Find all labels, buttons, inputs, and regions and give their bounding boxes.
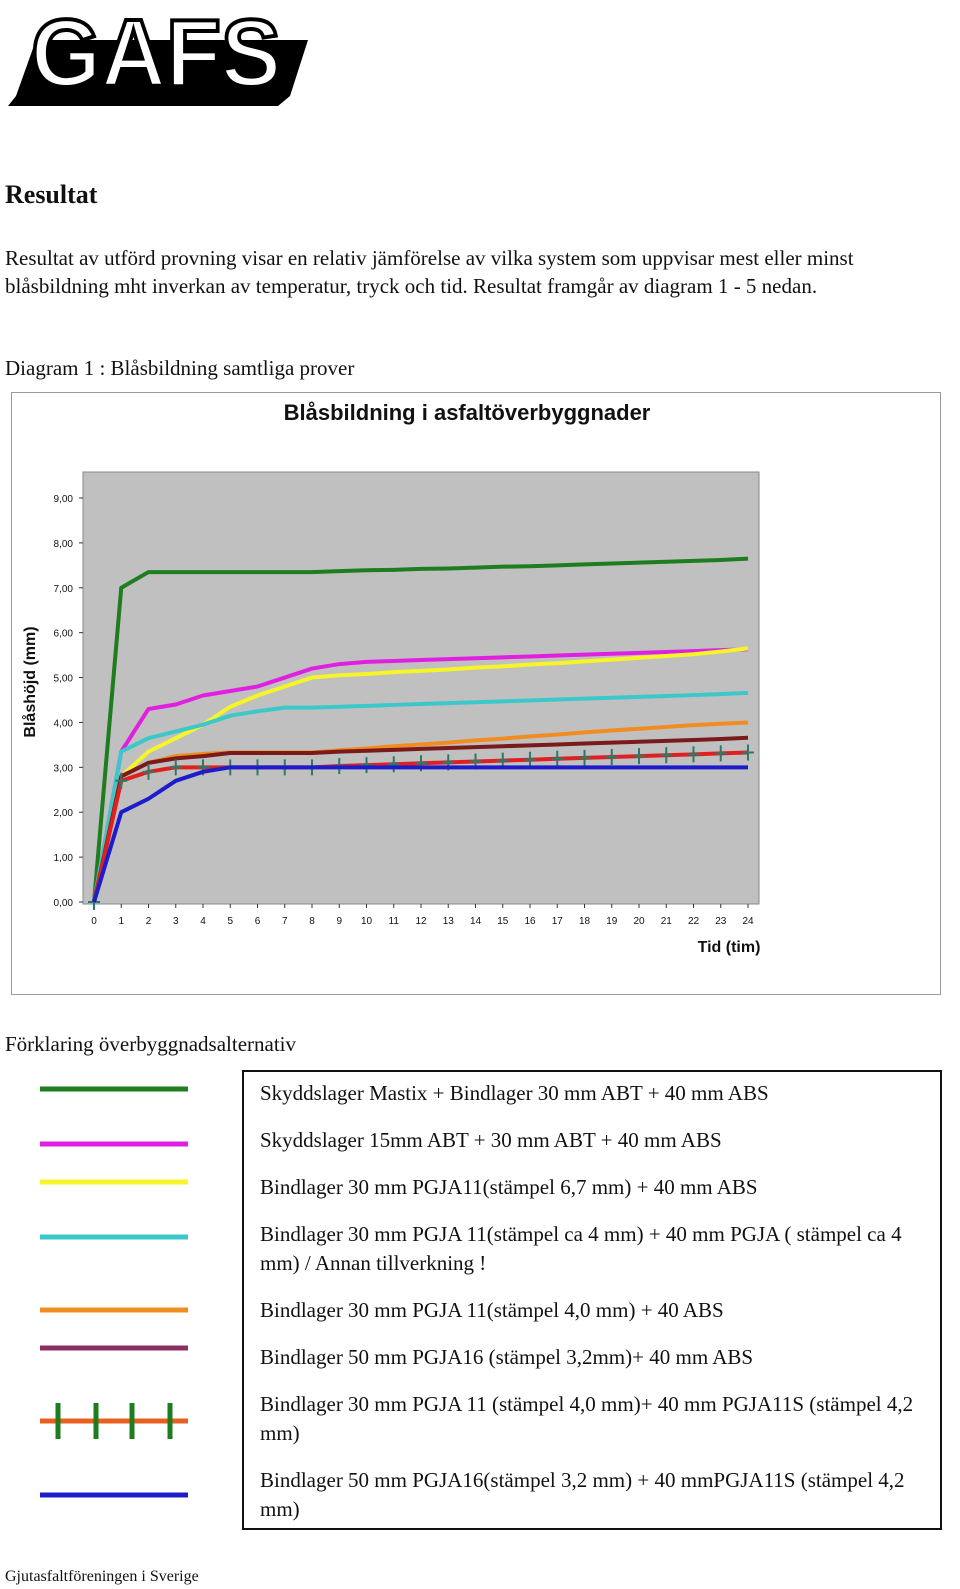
y-tick-label: 1,00	[53, 853, 73, 865]
y-tick-label: 9,00	[53, 494, 73, 505]
legend-item-6: Bindlager 50 mm PGJA16 (stämpel 3,2mm)+ 40 mm ABS	[260, 1345, 754, 1369]
gafs-logo	[8, 0, 308, 112]
legend-item-2: Skyddslager 15mm ABT + 30 mm ABT + 40 mm ABS	[260, 1128, 722, 1152]
chart-svg	[11, 392, 941, 996]
y-tick-label: 8,00	[53, 538, 73, 550]
x-tick-label: 19	[606, 916, 618, 927]
plot-area	[83, 472, 759, 904]
x-tick-label: 3	[172, 916, 179, 927]
x-tick-label: 24	[742, 916, 754, 927]
x-tick-label: 18	[578, 916, 591, 927]
y-axis-label: Blåshöjd (mm)	[22, 626, 39, 738]
y-tick-label: 7,00	[53, 583, 73, 595]
x-tick-label: 20	[633, 916, 645, 927]
x-tick-label: 9	[336, 916, 343, 927]
chart-title: Blåsbildning i asfaltöverbyggnader	[283, 400, 651, 425]
legend-caption: Förklaring överbyggnadsalternativ	[5, 1032, 297, 1056]
legend-item-4: Bindlager 30 mm PGJA 11(stämpel ca 4 mm) + 40 mm PGJA ( stämpel ca 4 mm) / Annan tillverkning !	[260, 1222, 902, 1275]
legend-box	[242, 1070, 942, 1530]
x-tick-label: 23	[715, 916, 727, 927]
x-tick-label: 10	[360, 916, 373, 927]
x-tick-label: 14	[469, 916, 482, 927]
x-tick-label: 13	[442, 916, 454, 927]
x-tick-label: 12	[415, 916, 427, 927]
x-axis-label: Tid (tim)	[697, 939, 761, 956]
legend-item-3: Bindlager 30 mm PGJA11(stämpel 6,7 mm) + 40 mm ABS	[260, 1175, 758, 1199]
footer-text: Gjutasfaltföreningen i Sverige	[5, 1568, 199, 1585]
y-tick-label: 0,00	[53, 898, 73, 909]
legend-item-5: Bindlager 30 mm PGJA 11(stämpel 4,0 mm) + 40 ABS	[260, 1298, 724, 1322]
x-tick-label: 22	[687, 916, 700, 927]
y-tick-label: 5,00	[53, 673, 73, 685]
legend-item-7: Bindlager 30 mm PGJA 11 (stämpel 4,0 mm)+ 40 mm PGJA11S (stämpel 4,2 mm)	[260, 1392, 914, 1445]
x-tick-label: 1	[118, 916, 125, 927]
legend-item-1: Skyddslager Mastix + Bindlager 30 mm ABT + 40 mm ABS	[260, 1081, 769, 1105]
x-tick-label: 11	[388, 916, 399, 927]
x-tick-label: 16	[524, 916, 536, 927]
x-tick-label: 5	[227, 916, 234, 927]
x-tick-label: 0	[91, 916, 97, 927]
x-tick-label: 15	[497, 916, 509, 927]
diagram-caption: Diagram 1 : Blåsbildning samtliga prover	[5, 356, 355, 380]
x-tick-label: 17	[551, 916, 563, 927]
legend-swatch-svg	[36, 1072, 196, 1532]
legend-item-8: Bindlager 50 mm PGJA16(stämpel 3,2 mm) + 40 mmPGJA11S (stämpel 4,2 mm)	[260, 1468, 905, 1521]
intro-paragraph: Resultat av utförd provning visar en relativ jämförelse av vilka system som uppvisar mest eller minst blåsbildning mht inverkan av temperatur, tryck och tid. Resultat framgår av diagram 1 - 5 nedan.	[5, 246, 854, 298]
chart	[11, 392, 951, 992]
x-tick-label: 6	[254, 916, 261, 927]
y-tick-label: 2,00	[53, 808, 73, 820]
x-tick-label: 21	[660, 916, 672, 927]
x-tick-label: 7	[281, 916, 288, 927]
page-title: Resultat	[5, 180, 98, 209]
y-tick-label: 3,00	[53, 763, 73, 775]
legend-swatches	[36, 1072, 196, 1532]
y-tick-label: 6,00	[53, 628, 73, 640]
logo-text: GAFS	[31, 0, 281, 107]
x-tick-label: 8	[309, 916, 315, 927]
x-tick-label: 2	[145, 916, 152, 927]
y-tick-label: 4,00	[53, 718, 73, 730]
x-tick-label: 4	[200, 916, 206, 927]
